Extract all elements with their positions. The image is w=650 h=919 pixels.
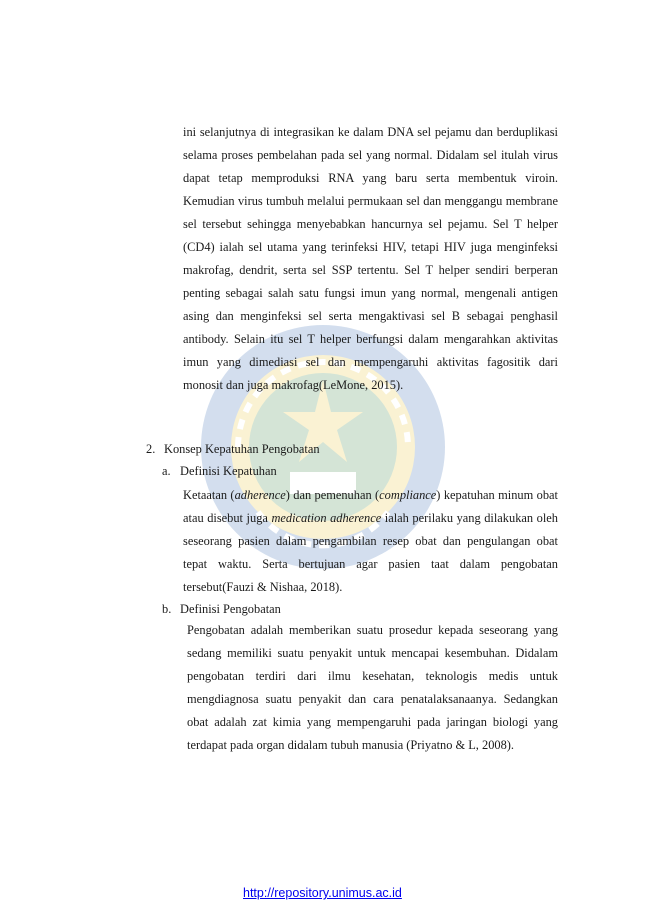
term-medication-adherence: medication adherence xyxy=(271,511,382,525)
subsection-letter-a: a. xyxy=(162,464,171,478)
subsection-heading-b xyxy=(162,599,281,619)
text-segment: ) dan pemenuhan ( xyxy=(285,488,380,502)
text-segment: Ketaatan ( xyxy=(183,488,235,502)
paragraph-hiv-mechanism: ini selanjutnya di integrasikan ke dalam DNA sel pejamu dan berduplikasi selama proses pembelahan pada sel yang normal. Didalam sel itulah virus dapat tetap memproduksi RNA yang baru serta membentuk viroin. Kemudian virus tumbuh melalui permukaan sel dan menggangu membrane sel tersebut sehingga menyebabkan hancurnya sel pejamu. Sel T helper (CD4) ialah sel utama yang terinfeksi HIV, tetapi HIV juga menginfeksi makrofag, dendrit, serta sel SSP tertentu. Sel T helper sendiri berperan penting sebagai salah satu fungsi imun yang normal, mengenali antigen asing dan menginfeksi sel serta mengaktivasi sel B sebagai penghasil antibody. Selain itu sel T helper berfungsi dalam mengarahkan aktivitas imun yang dimediasi sel dan mempengaruhi aktivitas fagositik dari monosit dan juga makrofag(LeMone, 2015). xyxy=(183,125,558,392)
repository-link[interactable]: http://repository.unimus.ac.id xyxy=(243,886,402,900)
section-number: 2. xyxy=(146,442,156,456)
subsection-heading-a xyxy=(162,461,277,481)
text-segment: ) kepatuhan minum obat atau disebut juga xyxy=(183,488,558,525)
paragraph-definisi-pengobatan: Pengobatan adalah memberikan suatu prosedur kepada seseorang yang sedang memiliki suatu penyakit untuk mencapai kesembuhan. Didalam pengobatan terdiri dari ilmu kesehatan, teknologis medis untuk mengdiagnosa suatu penyakit dan cara penatalaksanaanya. Sedangkan obat adalah zat kimia yang mempengaruhi pada jaringan biologi yang terdapat pada organ didalam tubuh manusia (Priyatno & L, 2008). xyxy=(187,623,558,752)
section-title: Konsep Kepatuhan Pengobatan xyxy=(164,442,320,456)
text-segment: ialah perilaku yang dilakukan oleh seseorang pasien dalam pengambilan resep obat dan pengulangan obat tepat waktu. Serta bertujuan agar pasien taat dalam pengobatan tersebut(Fauzi & Nishaa, 2018). xyxy=(183,511,558,594)
term-compliance: compliance xyxy=(379,488,437,502)
subsection-title-a: Definisi Kepatuhan xyxy=(180,464,277,478)
subsection-title-b: Definisi Pengobatan xyxy=(180,602,281,616)
term-adherence: adherence xyxy=(234,488,286,502)
subsection-letter-b: b. xyxy=(162,602,172,616)
section-heading xyxy=(146,439,320,459)
paragraph-definisi-kepatuhan xyxy=(183,484,558,599)
